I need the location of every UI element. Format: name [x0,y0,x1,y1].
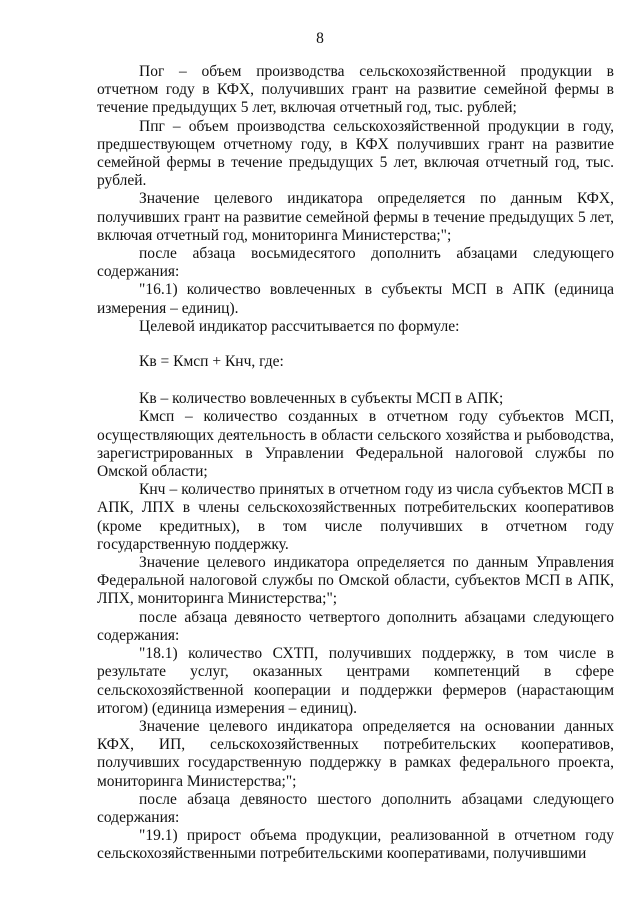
paragraph-item-18-1: "18.1) количество СХТП, получивших поддержку, в том числе в результате услуг, оказанных центрами компетенций в сфере сельскохозяйственной кооперации и поддержки фермеров (нарастающим итогом) (единица измерения – единиц). [97,645,614,717]
paragraph-indicator-source-fns: Значение целевого индикатора определяется по данным Управления Федеральной налоговой службы по Омской области, субъектов МСП в АПК, ЛПХ, мониторинга Министерства;"; [97,554,614,608]
formula-kv: Кв = Кмсп + Кнч, где: [139,353,284,371]
paragraph-amendment-ninety-sixth: после абзаца девяносто шестого дополнить абзацами следующего содержания: [97,790,614,826]
paragraph-knch-definition: Кнч – количество принятых в отчетном году из числа субъектов МСП в АПК, ЛПХ в члены сельскохозяйственных потребительских кооперативов (кроме кредитных), в том числе получивших в отчетном году государственную поддержку. [97,481,614,553]
paragraph-ppg-definition: Ппг – объем производства сельскохозяйственной продукции в году, предшествующем отчетному году, в КФХ получивших грант на развитие семейной фермы в течение предыдущих 5 лет, включая отчетный год, тыс. рублей. [97,117,614,190]
paragraph-item-19-1: "19.1) прирост объема продукции, реализованной в отчетном году сельскохозяйственными потребительскими кооперативами, получившими [97,827,614,863]
page-number: 8 [316,30,324,47]
paragraph-kmsp-definition: Кмсп – количество созданных в отчетном году субъектов МСП, осуществляющих деятельность в области сельского хозяйства и рыбоводства, зарегистрированных в Управлении Федеральной налоговой службы по Омской области; [97,408,614,481]
paragraph-item-16-1: "16.1) количество вовлеченных в субъекты МСП в АПК (единица измерения – единиц). [97,281,614,317]
paragraph-formula-intro: Целевой индикатор рассчитывается по формуле: [139,317,460,335]
paragraph-amendment-ninety-fourth: после абзаца девяносто четвертого дополнить абзацами следующего содержания: [97,608,614,644]
paragraph-pog-definition: Пог – объем производства сельскохозяйственной продукции в отчетном году в КФХ, получивших грант на развитие семейной фермы в течение предыдущих 5 лет, включая отчетный год, тыс. рублей; [97,63,614,117]
paragraph-kv-definition: Кв – количество вовлеченных в субъекты МСП в АПК; [139,390,504,408]
paragraph-indicator-source-kfh: Значение целевого индикатора определяется по данным КФХ, получивших грант на развитие семейной фермы в течение предыдущих 5 лет, включая отчетный год, мониторинга Министерства;"; [97,190,614,244]
paragraph-amendment-eightieth: после абзаца восьмидесятого дополнить абзацами следующего содержания: [97,245,614,281]
paragraph-indicator-source-federal-project: Значение целевого индикатора определяется на основании данных КФХ, ИП, сельскохозяйственных потребительских кооперативов, получивших государственную поддержку в рамках федерального проекта, мониторинга Министерства;"; [97,717,614,790]
document-body [97,63,614,864]
